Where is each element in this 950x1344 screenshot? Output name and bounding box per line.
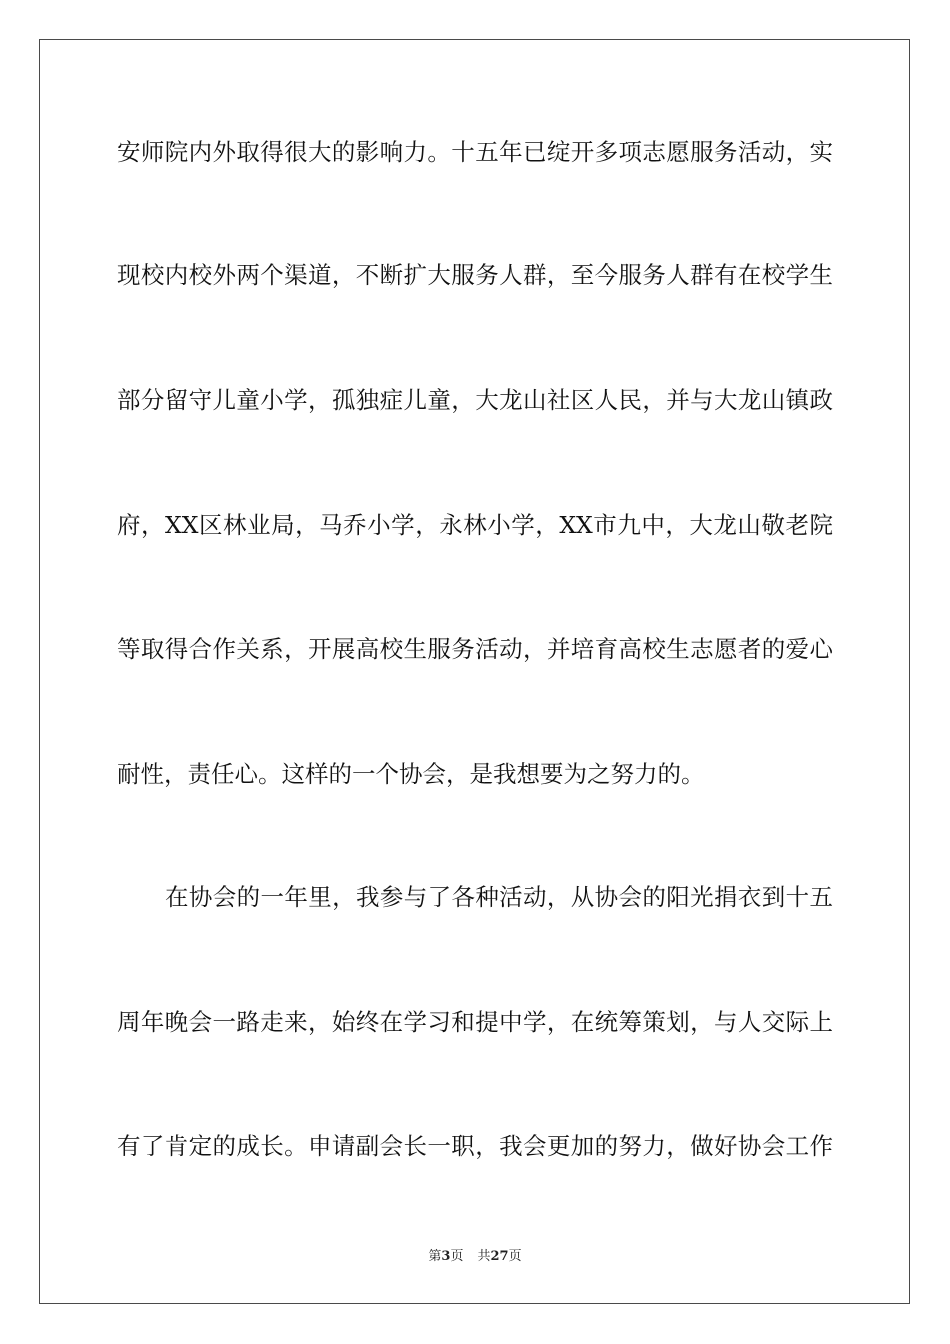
body-line-3: 部分留守儿童小学，孤独症儿童，大龙山社区人民，并与大龙山镇政 (117, 386, 833, 414)
page-footer (0, 1248, 950, 1266)
body-line-1: 安师院内外取得很大的影响力。十五年已绽开多项志愿服务活动，实 (117, 138, 833, 166)
body-line-5: 等取得合作关系，开展高校生服务活动，并培育高校生志愿者的爱心 (117, 635, 833, 663)
body-line-9: 有了肯定的成长。申请副会长一职，我会更加的努力，做好协会工作 (117, 1132, 833, 1160)
page-total-number: 27 (490, 1249, 509, 1264)
page-border (39, 39, 910, 1304)
body-line-7: 在协会的一年里，我参与了各种活动，从协会的阳光捐衣到十五 (165, 883, 833, 911)
body-line-2: 现校内校外两个渠道，不断扩大服务人群，至今服务人群有在校学生 (117, 261, 833, 289)
page-current-number: 3 (441, 1249, 451, 1264)
page-suffix: 页 (450, 1249, 464, 1264)
page-prefix: 第 (428, 1249, 442, 1264)
total-prefix: 共 (477, 1249, 491, 1264)
body-line-6: 耐性，责任心。这样的一个协会，是我想要为之努力的。 (117, 760, 705, 788)
body-line-4: 府，XX区林业局，马乔小学，永林小学，XX市九中，大龙山敬老院 (117, 511, 833, 539)
body-line-8: 周年晚会一路走来，始终在学习和提中学，在统筹策划，与人交际上 (117, 1008, 833, 1036)
total-suffix: 页 (508, 1249, 522, 1264)
